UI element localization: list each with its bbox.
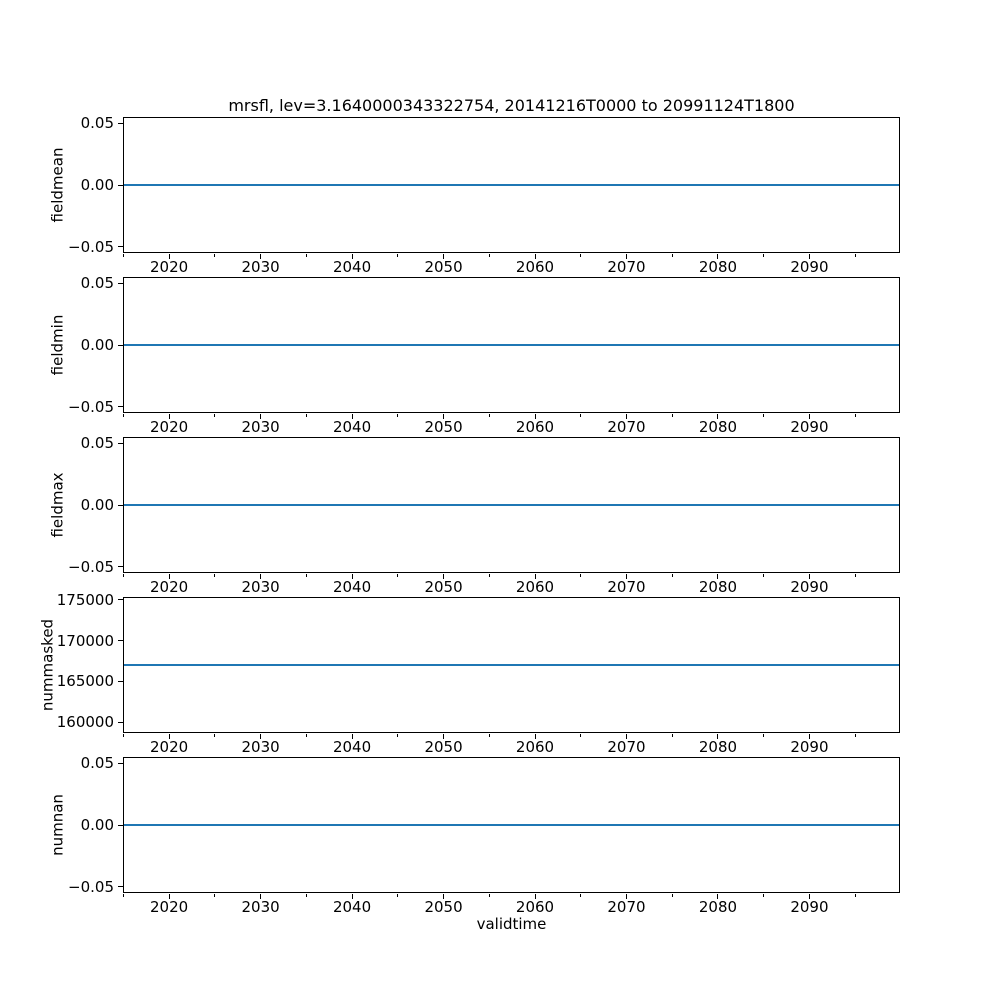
x-tick-label: 2080 bbox=[698, 418, 738, 436]
x-tick-label: 2090 bbox=[790, 418, 829, 436]
y-tick-label: 0.05 bbox=[80, 754, 114, 773]
x-tick-label: 2070 bbox=[607, 418, 646, 436]
x-minor-tick-mark bbox=[306, 414, 307, 417]
x-minor-tick-mark bbox=[489, 254, 490, 257]
x-minor-tick-mark bbox=[123, 574, 124, 577]
x-tick-label: 2020 bbox=[150, 898, 189, 916]
x-minor-tick-mark bbox=[123, 894, 124, 897]
x-minor-tick-mark bbox=[214, 894, 215, 897]
x-minor-tick-mark bbox=[672, 254, 673, 257]
x-minor-tick-mark bbox=[397, 414, 398, 417]
x-minor-tick-mark bbox=[855, 574, 856, 577]
x-tick-label: 2040 bbox=[332, 578, 372, 596]
x-tick-label: 2050 bbox=[424, 738, 463, 756]
y-tick-mark bbox=[118, 722, 123, 723]
x-minor-tick-mark bbox=[763, 254, 764, 257]
x-tick-label: 2020 bbox=[150, 578, 189, 596]
series-line-fieldmean bbox=[124, 184, 899, 186]
x-tick-label: 2060 bbox=[515, 258, 555, 276]
x-tick-label: 2030 bbox=[241, 578, 280, 596]
x-minor-tick-mark bbox=[763, 894, 764, 897]
x-tick-label: 2020 bbox=[150, 418, 189, 436]
y-tick-label: 175000 bbox=[56, 590, 114, 609]
y-axis-label-fieldmax: fieldmax bbox=[48, 472, 67, 538]
y-axis-label-fieldmean: fieldmean bbox=[48, 147, 67, 223]
y-tick-label: 0.00 bbox=[80, 176, 114, 194]
x-minor-tick-mark bbox=[489, 414, 490, 417]
x-minor-tick-mark bbox=[397, 734, 398, 737]
x-minor-tick-mark bbox=[855, 894, 856, 897]
x-tick-label: 2020 bbox=[150, 258, 189, 276]
x-tick-label: 2090 bbox=[790, 578, 829, 596]
y-tick-mark bbox=[118, 443, 123, 444]
x-tick-label: 2060 bbox=[515, 578, 555, 596]
y-tick-mark bbox=[118, 886, 123, 887]
x-tick-label: 2070 bbox=[607, 738, 646, 756]
x-minor-tick-mark bbox=[672, 894, 673, 897]
series-line-fieldmax bbox=[124, 504, 899, 506]
x-tick-label: 2080 bbox=[698, 898, 738, 916]
y-tick-label: −0.05 bbox=[68, 877, 114, 896]
x-tick-label: 2050 bbox=[424, 258, 463, 276]
x-tick-label: 2070 bbox=[607, 898, 646, 916]
x-tick-label: 2040 bbox=[332, 258, 372, 276]
x-minor-tick-mark bbox=[306, 254, 307, 257]
x-minor-tick-mark bbox=[397, 574, 398, 577]
x-minor-tick-mark bbox=[397, 894, 398, 897]
y-tick-mark bbox=[118, 763, 123, 764]
y-tick-mark bbox=[118, 599, 123, 600]
x-tick-label: 2090 bbox=[790, 738, 829, 756]
series-line-fieldmin bbox=[124, 344, 899, 346]
x-minor-tick-mark bbox=[763, 414, 764, 417]
x-tick-label: 2090 bbox=[790, 898, 829, 916]
x-minor-tick-mark bbox=[855, 414, 856, 417]
x-minor-tick-mark bbox=[214, 414, 215, 417]
y-tick-label: 160000 bbox=[56, 713, 114, 731]
x-tick-label: 2080 bbox=[698, 578, 738, 596]
x-tick-label: 2080 bbox=[698, 258, 738, 276]
x-minor-tick-mark bbox=[123, 734, 124, 737]
y-tick-mark bbox=[118, 283, 123, 284]
y-tick-label: −0.05 bbox=[68, 557, 114, 576]
series-line-numnan bbox=[124, 824, 899, 826]
y-tick-label: 0.00 bbox=[80, 496, 114, 514]
x-tick-label: 2030 bbox=[241, 258, 280, 276]
x-minor-tick-mark bbox=[397, 254, 398, 257]
x-minor-tick-mark bbox=[489, 894, 490, 897]
y-tick-mark bbox=[118, 681, 123, 682]
y-tick-label: 165000 bbox=[56, 672, 114, 691]
x-tick-label: 2080 bbox=[698, 738, 738, 756]
x-tick-label: 2060 bbox=[515, 738, 555, 756]
x-minor-tick-mark bbox=[123, 254, 124, 257]
x-tick-label: 2030 bbox=[241, 418, 280, 436]
x-minor-tick-mark bbox=[489, 734, 490, 737]
y-tick-mark bbox=[118, 505, 123, 506]
y-tick-mark bbox=[118, 825, 123, 826]
x-minor-tick-mark bbox=[580, 734, 581, 737]
x-tick-label: 2070 bbox=[607, 578, 646, 596]
x-minor-tick-mark bbox=[214, 254, 215, 257]
x-minor-tick-mark bbox=[580, 254, 581, 257]
x-tick-label: 2020 bbox=[150, 738, 189, 756]
x-minor-tick-mark bbox=[580, 894, 581, 897]
y-tick-mark bbox=[118, 345, 123, 346]
y-tick-label: 0.05 bbox=[80, 434, 114, 453]
x-tick-label: 2090 bbox=[790, 258, 829, 276]
y-axis-label-numnan: numnan bbox=[48, 794, 67, 856]
y-tick-label: 0.00 bbox=[80, 816, 114, 834]
x-minor-tick-mark bbox=[580, 574, 581, 577]
x-tick-label: 2040 bbox=[332, 738, 372, 756]
x-minor-tick-mark bbox=[672, 574, 673, 577]
x-tick-label: 2050 bbox=[424, 418, 463, 436]
x-minor-tick-mark bbox=[763, 734, 764, 737]
y-axis-label-nummasked: nummasked bbox=[38, 618, 57, 712]
y-tick-label: −0.05 bbox=[68, 397, 114, 416]
x-tick-label: 2040 bbox=[332, 898, 372, 916]
x-tick-label: 2050 bbox=[424, 898, 463, 916]
y-tick-label: 0.00 bbox=[80, 336, 114, 354]
x-minor-tick-mark bbox=[306, 734, 307, 737]
x-tick-label: 2060 bbox=[515, 418, 555, 436]
x-minor-tick-mark bbox=[672, 414, 673, 417]
x-minor-tick-mark bbox=[763, 574, 764, 577]
y-tick-label: 0.05 bbox=[80, 274, 114, 293]
y-tick-mark bbox=[118, 406, 123, 407]
y-axis-label-fieldmin: fieldmin bbox=[48, 314, 67, 376]
y-tick-label: 170000 bbox=[56, 631, 114, 650]
x-tick-label: 2070 bbox=[607, 258, 646, 276]
y-tick-mark bbox=[118, 123, 123, 124]
x-minor-tick-mark bbox=[306, 574, 307, 577]
series-line-nummasked bbox=[124, 664, 899, 666]
y-tick-label: 0.05 bbox=[80, 114, 114, 133]
x-axis-label: validtime bbox=[476, 915, 547, 933]
x-tick-label: 2030 bbox=[241, 898, 280, 916]
y-tick-mark bbox=[118, 246, 123, 247]
x-minor-tick-mark bbox=[123, 414, 124, 417]
x-tick-label: 2050 bbox=[424, 578, 463, 596]
x-tick-label: 2040 bbox=[332, 418, 372, 436]
x-tick-label: 2060 bbox=[515, 898, 555, 916]
x-minor-tick-mark bbox=[855, 254, 856, 257]
y-tick-mark bbox=[118, 566, 123, 567]
x-tick-label: 2030 bbox=[241, 738, 280, 756]
x-minor-tick-mark bbox=[855, 734, 856, 737]
y-tick-mark bbox=[118, 185, 123, 186]
chart-title: mrsfl, lev=3.1640000343322754, 20141216T0000 to 20991124T1800 bbox=[228, 96, 795, 115]
y-tick-mark bbox=[118, 640, 123, 641]
x-minor-tick-mark bbox=[306, 894, 307, 897]
x-minor-tick-mark bbox=[214, 734, 215, 737]
x-minor-tick-mark bbox=[214, 574, 215, 577]
x-minor-tick-mark bbox=[489, 574, 490, 577]
x-minor-tick-mark bbox=[580, 414, 581, 417]
x-minor-tick-mark bbox=[672, 734, 673, 737]
y-tick-label: −0.05 bbox=[68, 237, 114, 256]
